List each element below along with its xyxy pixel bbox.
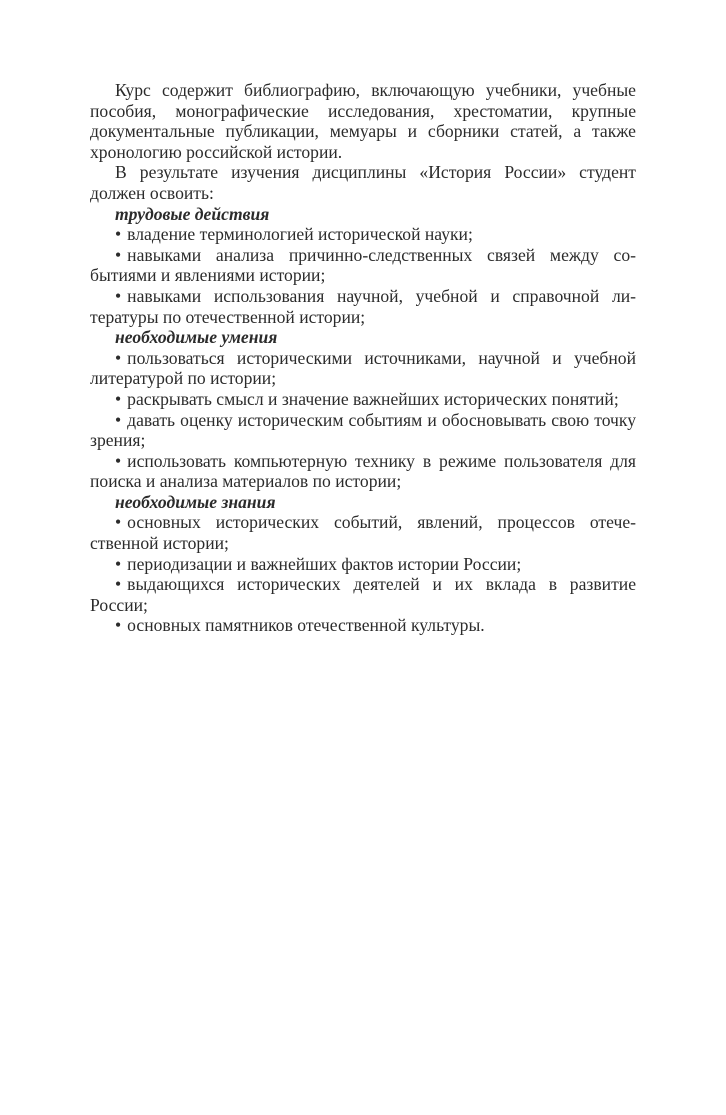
list-item-text: навыками использования научной, учебной и справочной литературы по отечественной истории; (90, 285, 636, 327)
bullet-icon: • (115, 224, 122, 245)
list-item (90, 245, 636, 286)
bullet-icon: • (115, 512, 122, 533)
bullet-icon: • (115, 244, 122, 265)
bullet-icon: • (115, 615, 122, 636)
list-item-text: выдающихся исторических деятелей и их вклада в развитие России; (90, 574, 636, 615)
bullet-icon: • (115, 388, 122, 409)
list-item-text: давать оценку историческим событиям и обосновывать свою точку зрения; (90, 409, 636, 451)
bullet-icon: • (115, 409, 122, 430)
list-item (90, 389, 636, 410)
list-item (90, 286, 636, 327)
bullet-icon: • (115, 347, 122, 368)
bullet-icon: • (115, 285, 122, 306)
section-heading-required-skills: необходимые умения (115, 327, 278, 348)
list-item (90, 554, 636, 575)
list-item-text: владение терминологией исторической науки; (127, 224, 473, 245)
bullet-icon: • (115, 574, 122, 595)
list-item (90, 410, 636, 451)
list-item (90, 224, 636, 245)
section-heading-labor-actions: трудовые действия (115, 203, 270, 224)
list-item (90, 348, 636, 389)
list-item (90, 512, 636, 553)
intro-paragraph: Курс содержит библиографию, включающую учебники, учебные пособия, монографические исследования, хрестоматии, крупные документальные публикации, мемуары и сборники статей, а также хронологию российской истории. (90, 80, 636, 162)
list-item-text: навыками анализа причинно-следственных связей между событиями и явлениями истории; (90, 244, 636, 286)
bullet-icon: • (115, 450, 122, 471)
list-item-text: основных памятников отечественной культуры. (127, 615, 485, 636)
list-item-text: раскрывать смысл и значение важнейших исторических понятий; (127, 388, 619, 409)
bullet-icon: • (115, 553, 122, 574)
list-item-text: основных исторических событий, явлений, процессов отечественной истории; (90, 512, 636, 554)
list-item-text: периодизации и важнейших фактов истории России; (127, 553, 522, 574)
list-item (90, 574, 636, 615)
list-item-text: пользоваться историческими источниками, научной и учебной литературой по истории; (90, 347, 636, 389)
intro-paragraph: В результате изучения дисциплины «История России» студент должен освоить: (90, 162, 636, 203)
section-heading-required-knowledge: необходимые знания (115, 491, 276, 512)
document-page (90, 80, 636, 636)
list-item-text: использовать компьютерную технику в режиме пользователя для поиска и анализа материалов по истории; (90, 450, 636, 492)
list-item (90, 451, 636, 492)
list-item (90, 615, 636, 636)
